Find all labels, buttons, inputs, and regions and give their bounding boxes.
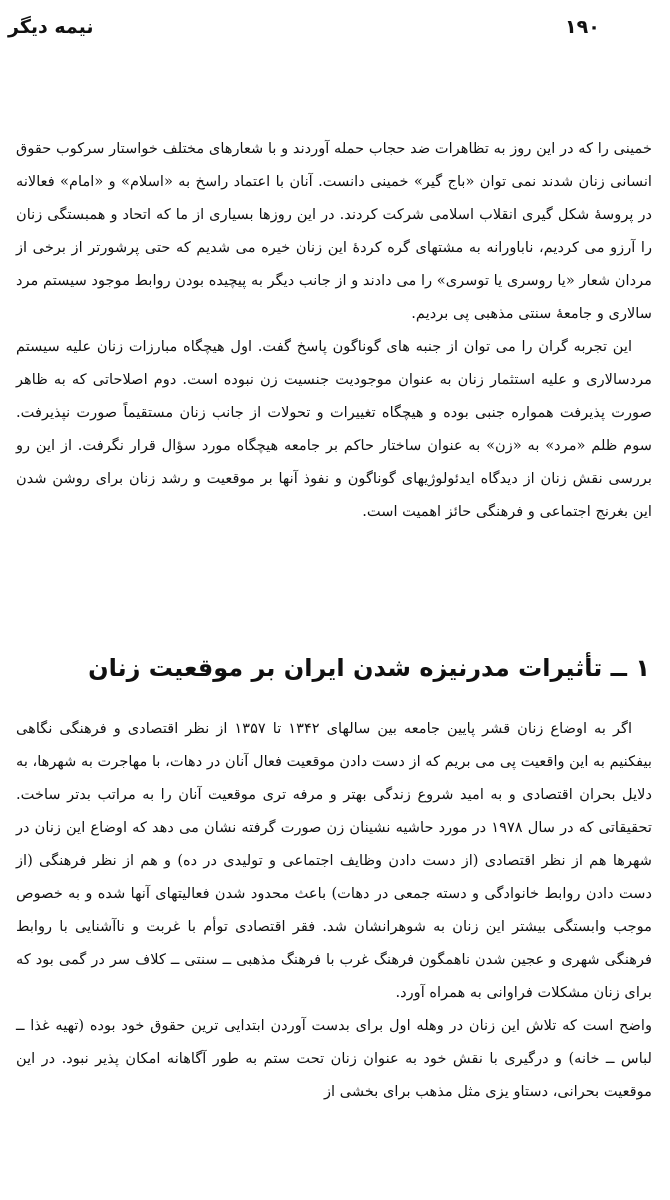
running-title: نیمه دیگر bbox=[8, 16, 94, 38]
page-number: ۱۹۰ bbox=[565, 16, 600, 38]
body-text-bottom bbox=[16, 712, 652, 1108]
paragraph: خمینی را که در این روز به تظاهرات ضد حجاب حمله آوردند و با شعارهای مختلف خواستار سرکوب حقوق انسانی زنان شدند نمی توان «باج گیر» خمینی دانست. آنان با اعتماد راسخ به «اسلام» و «امام» فعالانه در پروسهٔ شکل گیری انقلاب اسلامی شرکت کردند. در این روزها بسیاری از ما که اتحاد و همبستگی زنان را آرزو می کردیم، ناباورانه به مشتهای گره کردهٔ این زنان خیره می شدیم که حتی پرشورتر از برخی از مردان شعار «یا روسری یا توسری» را می دادند و از جانب دیگر به پیچیده بودن روابط موجود سیستم مرد سالاری و جامعهٔ سنتی مذهبی پی بردیم. bbox=[16, 140, 652, 322]
paragraph: اگر به اوضاع زنان قشر پایین جامعه بین سالهای ۱۳۴۲ تا ۱۳۵۷ از نظر اقتصادی و فرهنگی نگاهی بیفکنیم به این واقعیت پی می بریم که از دست دادن موقعیت فعال آنان در دهات، با مهاجرت به شهرها، به دلایل بحران اقتصادی و به امید شروع زندگی بهتر و مرفه تری موقعیت آنان را به مراتب بدتر ساخت. تحقیقاتی که در سال ۱۹۷۸ در مورد حاشیه نشینان زن صورت گرفته نشان می دهد که اوضاع این زنان در شهرها هم از نظر اقتصادی (از دست دادن وظایف اجتماعی و تولیدی در ده) و هم از نظر فرهنگی (از دست دادن روابط خانوادگی و دسته جمعی در دهات) باعث محدود شدن فعالیتهای آنها شده و به خصوص موجب وابستگی بیشتر این زنان به شوهرانشان شد. فقر اقتصادی توأم با غربت و ناآشنایی با روابط فرهنگی شهری و عجین شدن ناهمگون فرهنگ غرب با فرهنگ مذهبی ــ سنتی ــ کلاف سر در گمی بود که برای زنان مشکلات فراوانی به همراه آورد. bbox=[16, 720, 653, 1001]
paragraph: این تجربه گران را می توان از جنبه های گوناگون پاسخ گفت. اول هیچگاه مبارزات زنان علیه سیستم مردسالاری و علیه استثمار زنان به عنوان موجودیت جنسیت زن نبوده است. دوم اصلاحاتی که به ظاهر صورت پذیرفت همواره جنبی بوده و هیچگاه تغییرات و تحولات از جانب زنان مستقیماً صورت نپذیرفت. سوم ظلم «مرد» به «زن» به عنوان ساختار حاکم بر جامعه هیچگاه مورد سؤال قرار نگرفت. از این رو بررسی نقش زنان از دیدگاه ایدئولوژیهای گوناگون و نفوذ آنها بر موقعیت و رشد زنان برای روشن شدن این بغرنج اجتماعی و فرهنگی حائز اهمیت است. bbox=[16, 338, 652, 520]
page-header bbox=[0, 6, 670, 46]
body-text-top bbox=[16, 132, 652, 528]
paragraph: واضح است که تلاش این زنان در وهله اول برای بدست آوردن ابتدایی ترین حقوق خود بوده (تهیه غذا ــ لباس ــ خانه) و درگیری با نقش خود به عنوان زنان تحت ستم به طور آگاهانه امکان پذیر نبود. در این موقعیت بحرانی، دستاو یزی مثل مذهب برای بخشی از bbox=[16, 1017, 652, 1100]
section-heading: ۱ ــ تأثیرات مدرنیزه شدن ایران بر موقعیت زنان bbox=[88, 654, 650, 682]
